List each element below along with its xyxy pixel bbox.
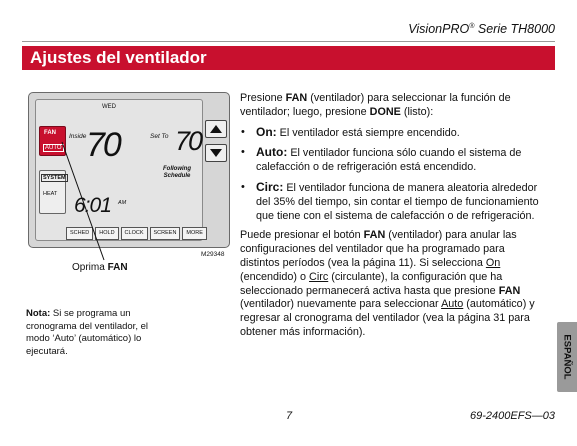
fan-mode: AUTO <box>45 145 62 151</box>
para2-text-d: (circulante), la configuración que ha seleccionado permanecerá activa hasta que presione <box>240 270 503 297</box>
fan-label: FAN <box>44 130 56 136</box>
clock-time: 6:01 <box>74 194 111 217</box>
note-block <box>26 308 174 358</box>
para2-on: On <box>485 256 501 269</box>
schedule-status-line2: Schedule <box>163 173 191 179</box>
para2-key-fan-2: FAN <box>498 284 521 297</box>
bullet-icon: • <box>241 146 245 159</box>
bullet-icon: • <box>241 125 245 138</box>
intro-key-done: DONE <box>369 105 401 118</box>
system-mode: HEAT <box>43 191 58 197</box>
bullet-text: El ventilador está siempre encendido. <box>276 126 460 139</box>
caption-key: FAN <box>107 262 128 273</box>
set-temperature: 70 <box>175 126 202 156</box>
override-paragraph <box>240 229 542 339</box>
header-product: VisionPRO <box>408 22 470 36</box>
caption-prefix: Oprima <box>72 262 108 273</box>
para2-text-b: (ventilador) para anular las configuraciones del ventilador que ha programado para distintos períodos (vea la página 11). Si selecciona <box>240 229 517 269</box>
softkey-sched[interactable]: SCHED <box>66 227 93 240</box>
section-title: Ajustes del ventilador <box>22 46 555 70</box>
intro-text-3: (listo): <box>400 105 434 118</box>
intro-text-2: (ventilador) para seleccionar la función de ventilador; luego, presione <box>240 92 511 118</box>
page-number: 7 <box>286 410 293 422</box>
note-label: Nota: <box>26 308 51 319</box>
para2-auto: Auto <box>441 298 464 311</box>
bullet-text: El ventilador funciona sólo cuando el sistema de calefacción o de refrigeración está encendido. <box>256 147 522 174</box>
list-item <box>240 126 542 141</box>
list-item <box>240 181 542 223</box>
note-text: Si se programa un cronograma del ventilador, el modo ‘Auto’ (automático) lo ejecutará. <box>26 308 148 357</box>
para2-text-a: Puede presionar el botón <box>240 229 364 242</box>
document-code: 69-2400EFS—03 <box>470 410 555 422</box>
para2-circ: Circ <box>309 270 329 283</box>
language-tab <box>557 322 577 392</box>
list-item <box>240 146 542 175</box>
bullet-term: Auto: <box>256 145 288 160</box>
inside-temperature: 70 <box>86 126 120 164</box>
para2-text-f: (automático) y regresar al cronograma del ventilador (vea la página 31 para obtener más información). <box>240 298 535 338</box>
header-series: Serie TH8000 <box>474 22 555 36</box>
softkey-clock[interactable]: CLOCK <box>121 227 148 240</box>
softkey-hold[interactable]: HOLD <box>95 227 118 240</box>
header-trademark: ® <box>469 22 475 30</box>
bullet-term: On: <box>256 124 277 139</box>
figure-caption <box>72 262 128 273</box>
intro-paragraph <box>240 92 542 120</box>
schedule-status-line1: Following <box>163 166 191 172</box>
system-label: SYSTEM <box>43 175 66 181</box>
para2-text-e: (ventilador) nuevamente para seleccionar <box>240 298 442 311</box>
intro-key-fan: FAN <box>285 92 308 104</box>
bullet-text: El ventilador funciona de manera aleatoria alrededor del 35% del tiempo, sin contar el tiempo de funcionamiento que tiene con el sistema de calefacción o de refrigeración. <box>256 181 539 222</box>
softkey-screen[interactable]: SCREEN <box>150 227 181 240</box>
figure-number: M29348 <box>201 251 225 258</box>
bullet-term: Circ: <box>256 179 284 194</box>
day-label: WED <box>102 104 116 110</box>
para2-key-fan-1: FAN <box>363 229 386 242</box>
language-tab-label: ESPAÑOL <box>561 334 573 380</box>
para2-text-c: (encendido) o <box>240 270 310 283</box>
main-text <box>240 92 542 346</box>
fan-mode-list <box>240 126 542 224</box>
inside-label: Inside <box>69 133 87 140</box>
bullet-icon: • <box>241 180 245 193</box>
softkey-more[interactable]: MORE <box>182 227 207 240</box>
clock-ampm: AM <box>118 200 127 206</box>
intro-text-1: Presione <box>240 92 286 104</box>
setto-label: Set To <box>150 133 169 140</box>
